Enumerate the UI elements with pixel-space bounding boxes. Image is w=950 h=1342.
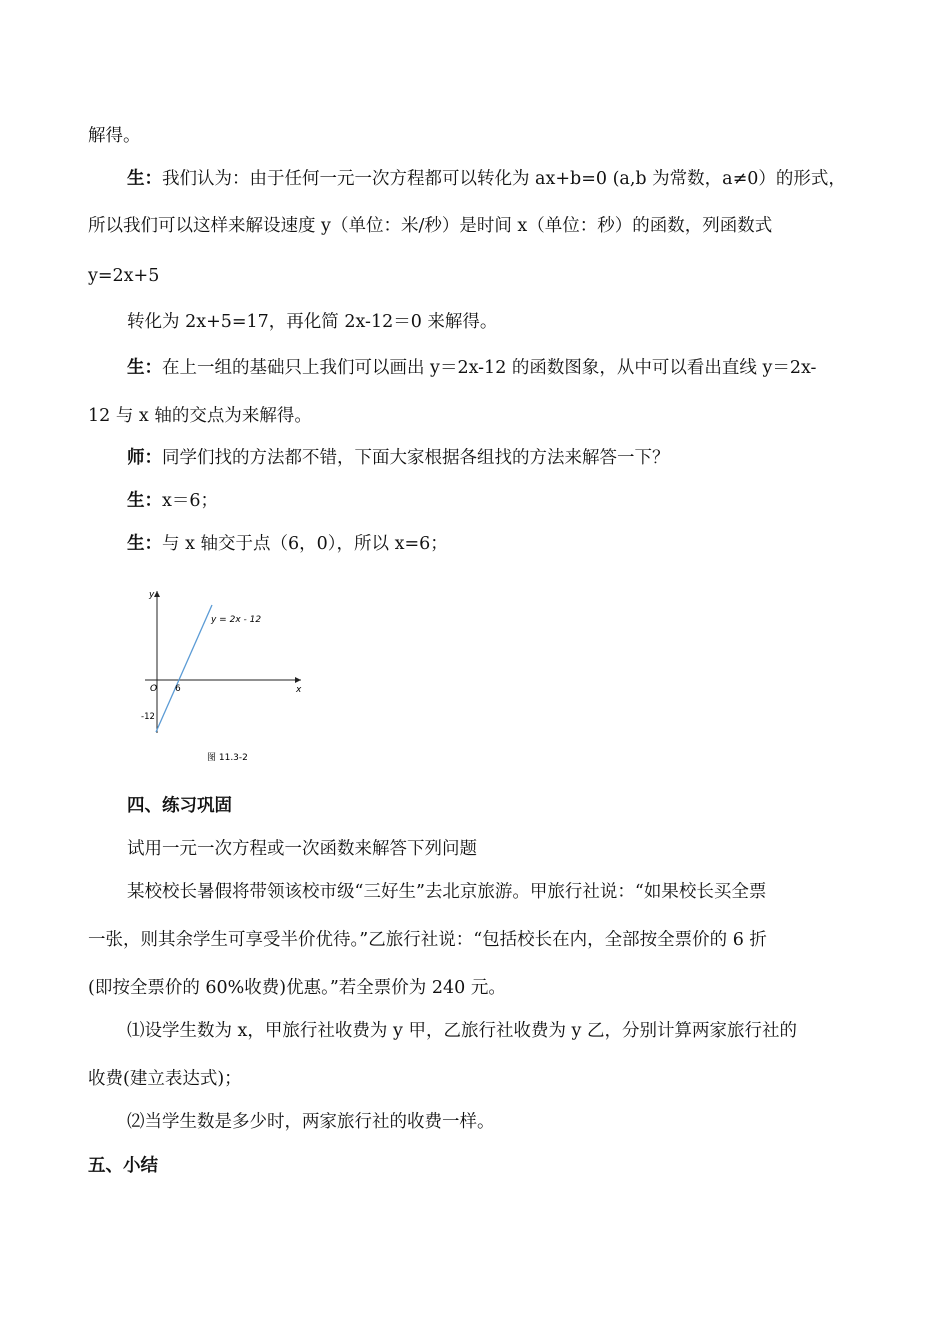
- text-line: 转化为 2x+5=17，再化简 2x-12＝0 来解得。: [127, 312, 498, 332]
- section-heading: 五、小结: [88, 1156, 158, 1176]
- figure-caption: 图 11.3-2: [207, 753, 248, 763]
- text-line: 所以我们可以这样来解设速度 y（单位：米/秒）是时间 x（单位：秒）的函数，列函数式: [88, 216, 773, 236]
- speech-text: 同学们找的方法都不错，下面大家根据各组找的方法来解答一下？: [162, 448, 670, 468]
- section-heading: 四、练习巩固: [127, 796, 232, 816]
- text-line: 12 与 x 轴的交点为来解得。: [88, 406, 312, 426]
- student-speech: [127, 167, 846, 191]
- speaker-label: 生：: [127, 491, 162, 511]
- text-line: y=2x+5: [88, 266, 160, 286]
- speaker-label: 生：: [127, 169, 162, 189]
- text-line: 一张，则其余学生可享受半价优待。”乙旅行社说：“包括校长在内，全部按全票价的 6 折: [88, 930, 767, 950]
- function-graph-figure: [135, 585, 315, 770]
- text-line: 收费(建立表达式)；: [88, 1069, 242, 1089]
- text-line: 试用一元一次方程或一次函数来解答下列问题: [127, 839, 477, 859]
- speaker-label: 生：: [127, 358, 162, 378]
- speaker-label: 师：: [127, 448, 162, 468]
- y-tick-label: -12: [141, 712, 155, 722]
- question-line: ⑵当学生数是多少时，两家旅行社的收费一样。: [127, 1112, 495, 1132]
- speaker-label: 生：: [127, 534, 162, 554]
- speech-text: 我们认为：由于任何一元一次方程都可以转化为 ax+b=0 (a,b 为常数，a≠0）的形式，: [162, 169, 846, 189]
- student-speech: [127, 489, 218, 513]
- y-axis-label: y: [149, 590, 155, 600]
- teacher-speech: [127, 446, 670, 470]
- text-line: 解得。: [88, 126, 141, 146]
- origin-label: O: [150, 684, 158, 694]
- text-line: 某校校长暑假将带领该校市级“三好生”去北京旅游。甲旅行社说：“如果校长买全票: [127, 882, 767, 902]
- student-speech: [127, 532, 448, 556]
- speech-text: 与 x 轴交于点（6，0），所以 x=6；: [162, 534, 448, 554]
- text-line: (即按全票价的 60%收费)优惠。”若全票价为 240 元。: [88, 978, 506, 998]
- line-label: y = 2x - 12: [211, 615, 262, 625]
- function-line: [156, 605, 212, 732]
- question-line: ⑴设学生数为 x，甲旅行社收费为 y 甲，乙旅行社收费为 y 乙，分别计算两家旅行社的: [127, 1021, 797, 1041]
- speech-text: x＝6；: [162, 491, 219, 511]
- x-tick-label: 6: [175, 684, 181, 694]
- student-speech: [127, 356, 816, 380]
- x-axis-label: x: [296, 685, 302, 695]
- speech-text: 在上一组的基础只上我们可以画出 y＝2x-12 的函数图象，从中可以看出直线 y＝2x-: [162, 358, 817, 378]
